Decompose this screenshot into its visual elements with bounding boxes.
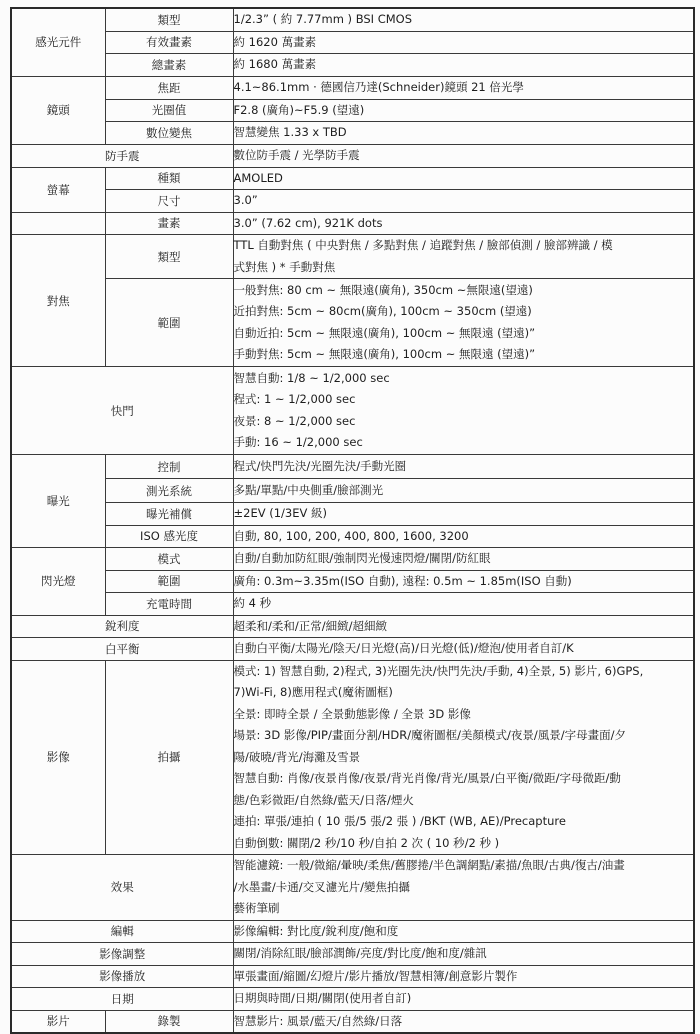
- value-screen-kind: AMOLED: [233, 167, 694, 190]
- label-flash-charge: 充電時間: [105, 593, 233, 616]
- group-focus: 對焦: [11, 235, 105, 367]
- shooting-line: 全景: 即時全景 / 全景動態影像 / 全景 3D 影像: [233, 706, 471, 721]
- table-row: [11, 1010, 694, 1033]
- table-row: [11, 167, 694, 190]
- table-row: [11, 122, 694, 145]
- label-recording: 錄製: [105, 1010, 233, 1033]
- label-sensor-type: 類型: [105, 8, 233, 31]
- value-aperture: F2.8 (廣角)~F5.9 (望遠): [233, 99, 694, 122]
- focus-type-line: TTL 自動對焦 ( 中央對焦 / 多點對焦 / 追蹤對焦 / 臉部偵測 / 臉部辨識 / 模: [233, 238, 613, 252]
- label-metering: 測光系統: [105, 479, 233, 503]
- label-shooting: 拍攝: [105, 660, 233, 855]
- effects-line: /水墨畫/卡通/交叉濾光片/變焦拍攝: [233, 879, 410, 894]
- value-effective-pixels: 約 1620 萬畫素: [233, 31, 694, 54]
- table-row: [11, 31, 694, 54]
- table-row: [11, 548, 694, 571]
- label-focal-length: 焦距: [105, 76, 233, 99]
- shooting-line: 模式: 1) 智慧自動, 2)程式, 3)光圈先決/快門先決/手動, 4)全景, 5) 影片, 6)GPS,: [233, 663, 644, 678]
- label-iso: ISO 感光度: [105, 525, 233, 548]
- value-sensor-type: 1/2.3” ( 約 7.77mm ) BSI CMOS: [233, 8, 694, 31]
- empty-cell: [11, 212, 105, 235]
- value-focus-type: [233, 235, 694, 279]
- value-metering: 多點/單點/中央側重/臉部測光: [233, 479, 694, 503]
- group-exposure: 曝光: [11, 455, 105, 548]
- shooting-line: 自動倒數: 關閉/2 秒/10 秒/自拍 2 次 ( 10 秒/2 秒 ): [233, 835, 500, 850]
- table-row: [11, 660, 694, 855]
- focus-range-line: 自動近拍: 5cm ~ 無限遠(廣角), 100cm ~ 無限遠 (望遠)”: [233, 325, 536, 340]
- label-sharpness: 銳利度: [11, 615, 233, 638]
- value-digital-zoom: 智慧變焦 1.33 x TBD: [233, 122, 694, 145]
- label-stabilization: 防手震: [11, 145, 233, 168]
- value-focus-range: [233, 279, 694, 367]
- table-row: [11, 638, 694, 661]
- table-row: [11, 965, 694, 988]
- shooting-line: 智慧自動: 肖像/夜景肖像/夜景/背光肖像/背光/風景/白平衡/微距/字母微距/動: [233, 771, 621, 785]
- label-exposure-comp: 曝光補償: [105, 503, 233, 526]
- value-shutter: [233, 367, 694, 455]
- spec-table: [10, 7, 695, 1034]
- group-movie: 影片: [11, 1010, 105, 1033]
- value-shooting: [233, 660, 694, 855]
- table-row: [11, 988, 694, 1011]
- value-playback: 單張畫面/縮圖/幻燈片/影片播放/智慧相簿/創意影片製作: [233, 965, 694, 988]
- value-recording: 智慧影片: 風景/藍天/自然綠/日落: [233, 1010, 694, 1033]
- label-editing: 編輯: [11, 920, 233, 943]
- group-image: 影像: [11, 660, 105, 855]
- value-effects: [233, 855, 694, 921]
- table-row: [11, 593, 694, 616]
- label-digital-zoom: 數位變焦: [105, 122, 233, 145]
- value-exposure-comp: ±2EV (1/3EV 級): [233, 503, 694, 526]
- label-playback: 影像播放: [11, 965, 233, 988]
- effects-line: 藝術筆刷: [233, 901, 280, 915]
- table-row: [11, 279, 694, 367]
- value-adjustment: 關閉/消除紅眼/臉部潤飾/亮度/對比度/飽和度/雜訊: [233, 943, 694, 966]
- value-exposure-control: 程式/快門先決/光圈先決/手動光圈: [233, 455, 694, 479]
- value-sharpness: 超柔和/柔和/正常/細緻/超細緻: [233, 615, 694, 638]
- value-screen-size: 3.0”: [233, 190, 694, 213]
- value-stabilization: 數位防手震 / 光學防手震: [233, 145, 694, 168]
- label-adjustment: 影像調整: [11, 943, 233, 966]
- label-screen-kind: 種類: [105, 167, 233, 190]
- table-row: [11, 235, 694, 279]
- label-total-pixels: 總畫素: [105, 54, 233, 77]
- shooting-line: 7)Wi-Fi, 8)應用程式(魔術圖框): [233, 685, 393, 699]
- table-row: [11, 479, 694, 503]
- value-flash-charge: 約 4 秒: [233, 593, 694, 616]
- value-flash-mode: 自動/自動加防紅眼/強制閃光慢速閃燈/關閉/防紅眼: [233, 548, 694, 571]
- shutter-line: 程式: 1 ~ 1/2,000 sec: [233, 392, 356, 406]
- table-row: [11, 99, 694, 122]
- table-row: [11, 525, 694, 548]
- shooting-line: 態/色彩微距/自然綠/藍天/日落/煙火: [233, 792, 414, 807]
- value-date: 日期與時間/日期/關閉(使用者自訂): [233, 988, 694, 1011]
- value-editing: 影像編輯: 對比度/銳利度/飽和度: [233, 920, 694, 943]
- label-date: 日期: [11, 988, 233, 1011]
- label-flash-range: 範圍: [105, 570, 233, 593]
- table-row: [11, 145, 694, 168]
- label-focus-type: 類型: [105, 235, 233, 279]
- shooting-line: 連拍: 單張/連拍 ( 10 張/5 張/2 張 ) /BKT (WB, AE)/Precapture: [233, 814, 566, 828]
- table-row: [11, 212, 694, 235]
- shutter-line: 手動: 16 ~ 1/2,000 sec: [233, 435, 363, 449]
- value-flash-range: 廣角: 0.3m~3.35m(ISO 自動), 遠程: 0.5m ~ 1.85m(ISO 自動): [233, 570, 694, 593]
- label-screen-pixels: 畫素: [105, 212, 233, 235]
- label-flash-mode: 模式: [105, 548, 233, 571]
- label-effects: 效果: [11, 855, 233, 921]
- table-row: [11, 570, 694, 593]
- label-focus-range: 範圍: [105, 279, 233, 367]
- label-screen-size: 尺寸: [105, 190, 233, 213]
- value-screen-pixels: 3.0” (7.62 cm), 921K dots: [233, 212, 694, 235]
- shutter-line: 智慧自動: 1/8 ~ 1/2,000 sec: [233, 370, 390, 385]
- table-row: [11, 920, 694, 943]
- table-row: [11, 455, 694, 479]
- focus-range-line: 一般對焦: 80 cm ~ 無限遠(廣角), 350cm ~無限遠(望遠): [233, 282, 533, 297]
- table-row: [11, 76, 694, 99]
- group-lens: 鏡頭: [11, 76, 105, 145]
- table-row: [11, 855, 694, 921]
- table-row: [11, 190, 694, 213]
- value-total-pixels: 約 1680 萬畫素: [233, 54, 694, 77]
- effects-line: 智能濾鏡: 一般/微縮/暈映/柔焦/舊膠捲/半色調網點/素描/魚眼/古典/復古/油畫: [233, 858, 625, 872]
- group-flash: 閃光燈: [11, 548, 105, 616]
- table-row: [11, 8, 694, 31]
- table-row: [11, 54, 694, 77]
- label-exposure-control: 控制: [105, 455, 233, 479]
- label-shutter: 快門: [11, 367, 233, 455]
- table-row: [11, 615, 694, 638]
- label-aperture: 光圈值: [105, 99, 233, 122]
- group-sensor: 感光元件: [11, 8, 105, 76]
- shutter-line: 夜景: 8 ~ 1/2,000 sec: [233, 413, 356, 428]
- label-effective-pixels: 有效畫素: [105, 31, 233, 54]
- label-white-balance: 白平衡: [11, 638, 233, 661]
- group-screen: 螢幕: [11, 167, 105, 212]
- table-row: [11, 943, 694, 966]
- focus-range-line: 近拍對焦: 5cm ~ 80cm(廣角), 100cm ~ 350cm (望遠): [233, 304, 532, 318]
- table-row: [11, 503, 694, 526]
- table-row: [11, 367, 694, 455]
- shooting-line: 陽/破曉/背光/海灘及雪景: [233, 749, 361, 764]
- value-focal-length: 4.1~86.1mm · 德國信乃達(Schneider)鏡頭 21 倍光學: [233, 76, 694, 99]
- focus-type-line: 式對焦 ) * 手動對焦: [233, 259, 336, 274]
- value-white-balance: 自動白平衡/太陽光/陰天/日光燈(高)/日光燈(低)/燈泡/使用者自訂/K: [233, 638, 694, 661]
- value-iso: 自動, 80, 100, 200, 400, 800, 1600, 3200: [233, 525, 694, 548]
- focus-range-line: 手動對焦: 5cm ~ 無限遠(廣角), 100cm ~ 無限遠 (望遠)”: [233, 347, 536, 361]
- shooting-line: 場景: 3D 影像/PIP/畫面分割/HDR/魔術圖框/美顏模式/夜景/風景/字母畫面/夕: [233, 728, 626, 742]
